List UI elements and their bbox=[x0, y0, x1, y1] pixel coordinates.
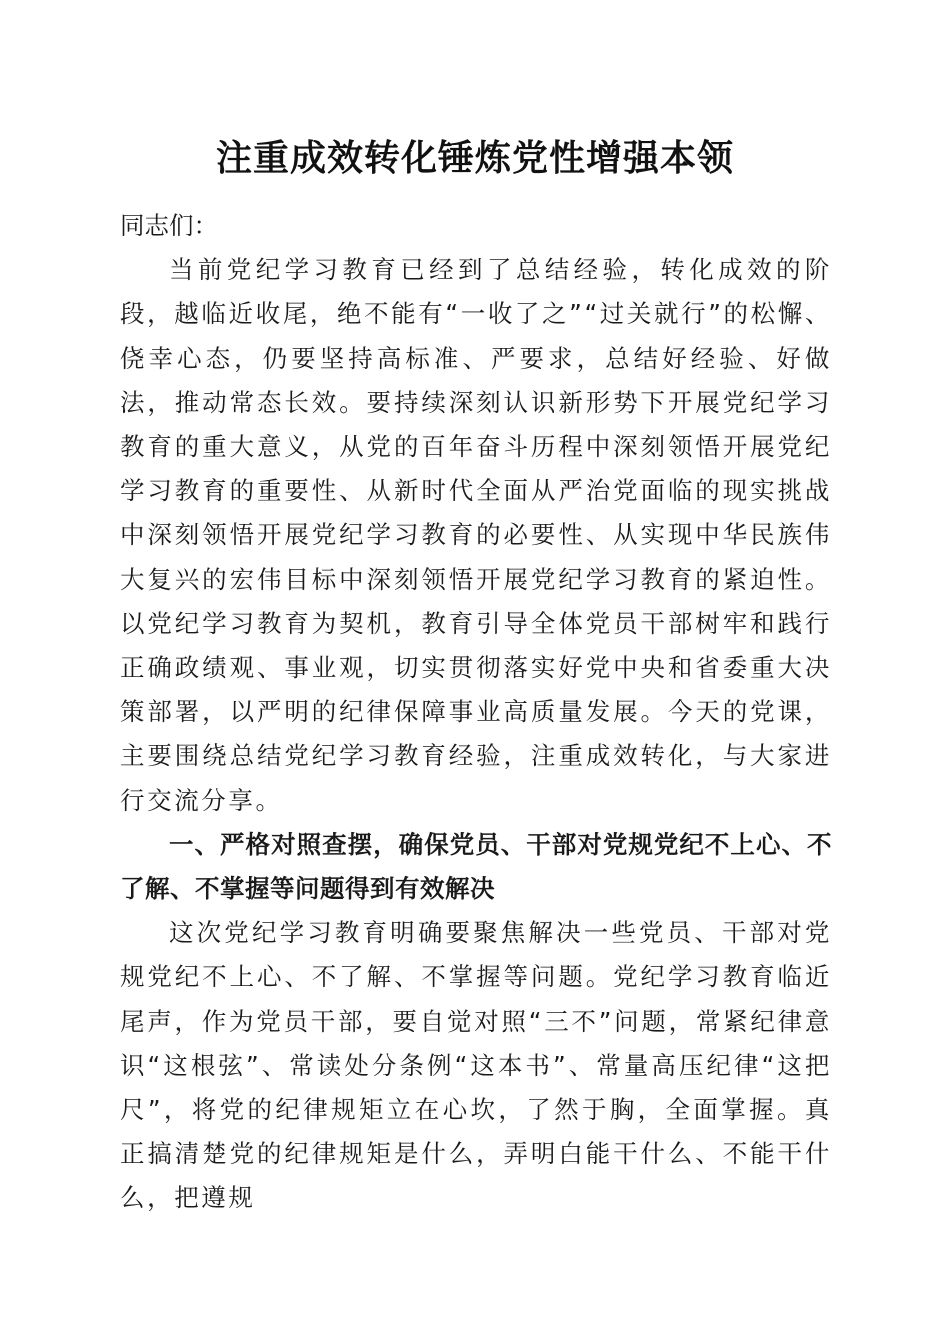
intro-paragraph: 当前党纪学习教育已经到了总结经验，转化成效的阶段，越临近收尾，绝不能有“一收了之”“过关就行”的松懈、侥幸心态，仍要坚持高标准、严要求，总结好经验、好做法，推动常态长效。要持续深刻认识新形势下开展党纪学习教育的重大意义，从党的百年奋斗历程中深刻领悟开展党纪学习教育的重要性、从新时代全面从严治党面临的现实挑战中深刻领悟开展党纪学习教育的必要性、从实现中华民族伟大复兴的宏伟目标中深刻领悟开展党纪学习教育的紧迫性。以党纪学习教育为契机，教育引导全体党员干部树牢和践行正确政绩观、事业观，切实贯彻落实好党中央和省委重大决策部署，以严明的纪律保障事业高质量发展。今天的党课，主要围绕总结党纪学习教育经验，注重成效转化，与大家进行交流分享。 bbox=[120, 255, 832, 815]
document-body bbox=[120, 204, 832, 1221]
document-title: 注重成效转化锤炼党性增强本领 bbox=[215, 137, 734, 179]
section-paragraph: 这次党纪学习教育明确要聚焦解决一些党员、干部对党规党纪不上心、不了解、不掌握等问题。党纪学习教育临近尾声，作为党员干部，要自觉对照“三不”问题，常紧纪律意识“这根弦”、常读处分条例“这本书”、常量高压纪律“这把尺”，将党的纪律规矩立在心坎，了然于胸，全面掌握。真正搞清楚党的纪律规矩是什么，弄明白能干什么、不能干什么，把遵规 bbox=[120, 918, 832, 1213]
section-heading: 一、严格对照查摆，确保党员、干部对党规党纪不上心、不了解、不掌握等问题得到有效解决 bbox=[120, 829, 832, 904]
salutation: 同志们： bbox=[120, 211, 218, 240]
